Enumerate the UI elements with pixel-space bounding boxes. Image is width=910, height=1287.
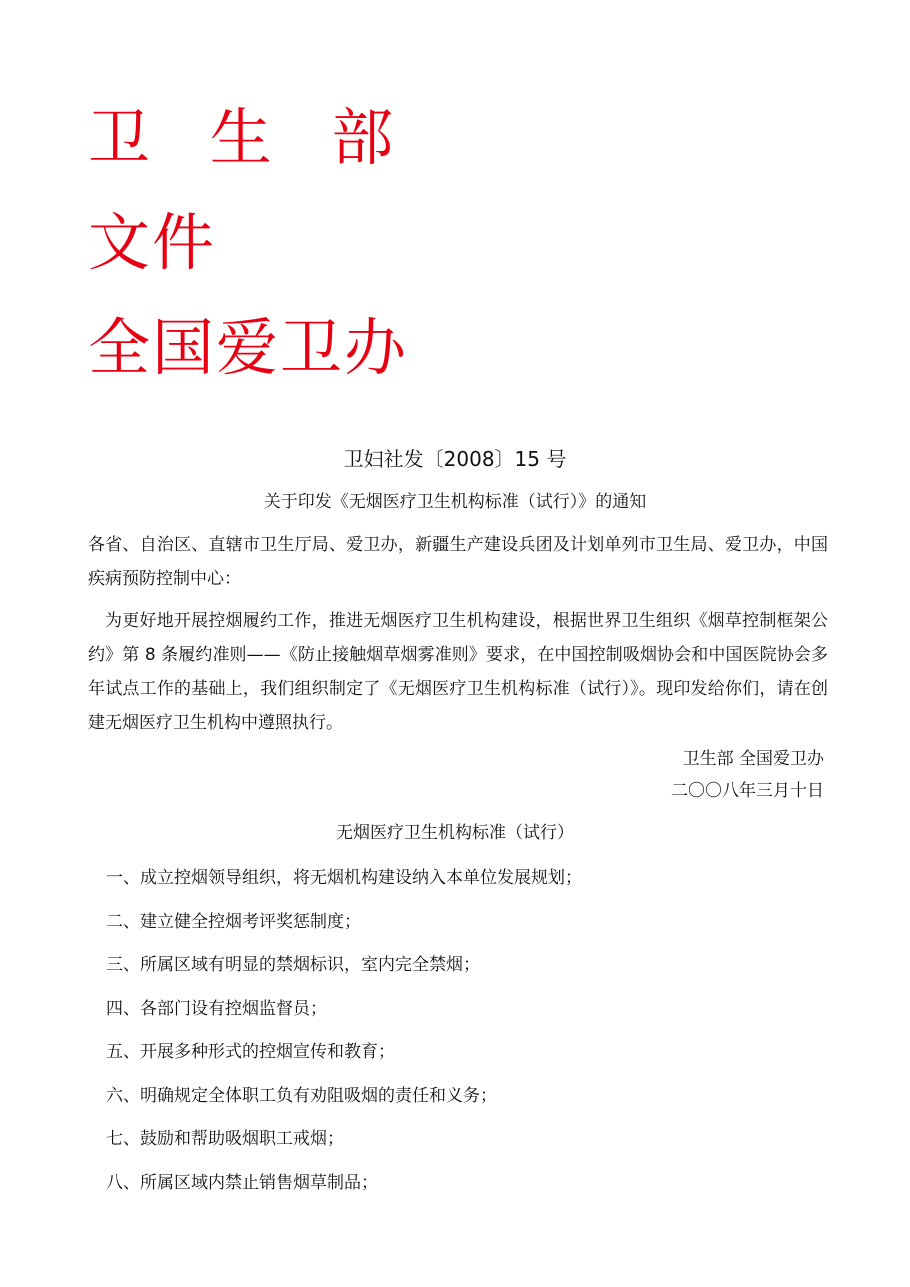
recipients-paragraph: 各省、自治区、直辖市卫生厅局、爱卫办，新疆生产建设兵团及计划单列市卫生局、爱卫办，中国疾病预防控制中心：	[88, 535, 828, 589]
standard-item-list	[106, 858, 582, 1206]
standard-item: 一、成立控烟领导组织，将无烟机构建设纳入本单位发展规划；	[106, 868, 582, 888]
signature-date: 二〇〇八年三月十日	[671, 781, 824, 801]
standard-item: 六、明确规定全体职工负有劝阻吸烟的责任和义务；	[106, 1085, 497, 1106]
issuer-header-document: 文件	[88, 206, 217, 279]
standard-title: 无烟医疗卫生机构标准（试行）	[336, 823, 574, 843]
standard-item: 二、建立健全控烟考评奖惩制度；	[106, 911, 361, 932]
document-number: 卫妇社发〔2008〕15 号	[343, 447, 567, 471]
body-paragraph: 为更好地开展控烟履约工作，推进无烟医疗卫生机构建设，根据世界卫生组织《烟草控制框架公约》第 8 条履约准则——《防止接触烟草烟雾准则》要求，在中国控制吸烟协会和中国医院协会多年试点工作的基础上，我们组织制定了《无烟医疗卫生机构标准（试行）》。现印发给你们，请在创建无烟医疗卫生机构中遵照执行。	[88, 611, 828, 733]
standard-item: 八、所属区域内禁止销售烟草制品；	[106, 1172, 378, 1193]
issuer-header-health-ministry: 卫 生 部	[88, 101, 414, 174]
issuer-header-patriotic-health-office: 全国爱卫办	[88, 311, 409, 384]
standard-item: 七、鼓励和帮助吸烟职工戒烟；	[106, 1129, 344, 1149]
signature-organizations: 卫生部 全国爱卫办	[682, 749, 824, 769]
standard-item: 五、开展多种形式的控烟宣传和教育；	[106, 1042, 395, 1062]
standard-item: 三、所属区域有明显的禁烟标识，室内完全禁烟；	[106, 955, 480, 975]
standard-item: 四、各部门设有控烟监督员；	[106, 998, 327, 1019]
notice-title: 关于印发《无烟医疗卫生机构标准（试行）》的通知	[263, 492, 647, 512]
